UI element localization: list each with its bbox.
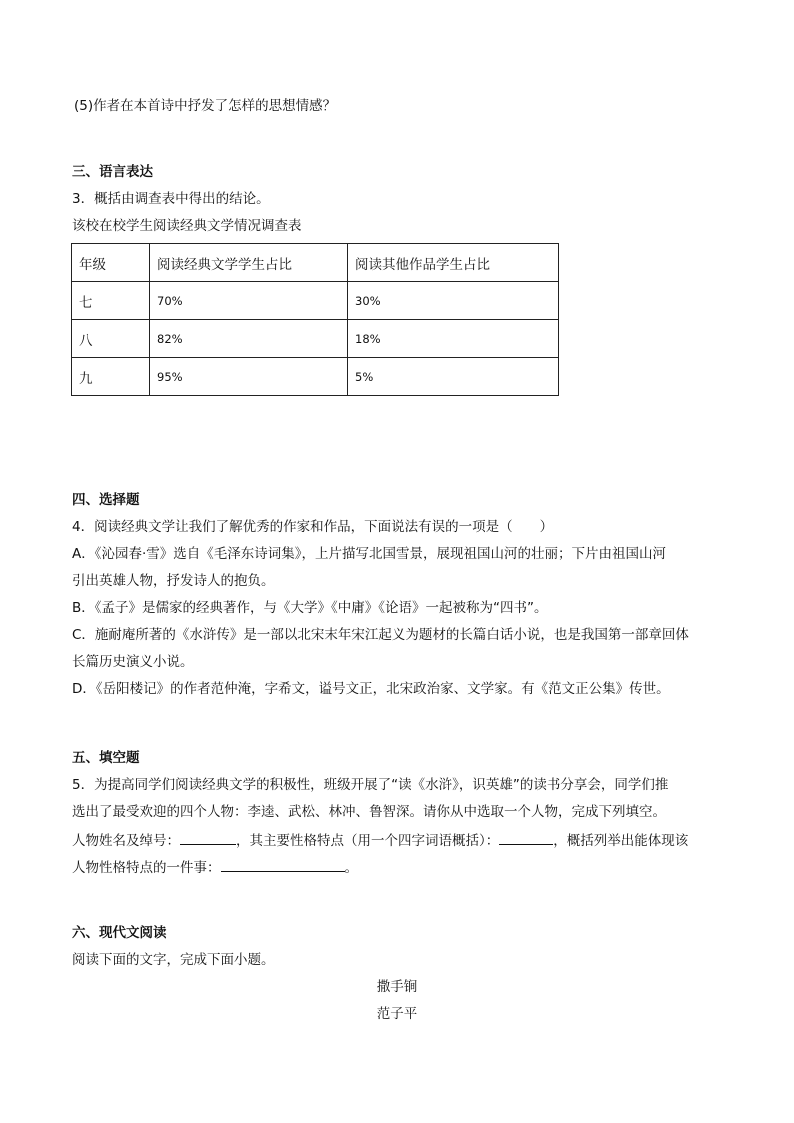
blank-trait[interactable] <box>499 829 553 845</box>
section-3-heading: 三、语言表达 <box>72 164 153 180</box>
fill-end-period: 。 <box>344 860 358 876</box>
question-4: 4．阅读经典文学让我们了解优秀的作家和作品，下面说法有误的一项是（ ） <box>72 519 554 535</box>
section-4-heading: 四、选择题 <box>72 492 140 508</box>
fill-prompt-name: 人物姓名及绰号： <box>72 833 180 849</box>
question-3: 3．概括由调查表中得出的结论。 <box>72 191 270 207</box>
fill-prompt-trait: ，其主要性格特点（用一个四字词语概括）： <box>236 833 500 849</box>
fill-prompt-event: ，概括列举出能体现该 <box>553 833 689 849</box>
table-cell: 70% <box>150 282 348 320</box>
table-title: 该校在校学生阅读经典文学情况调查表 <box>72 218 302 234</box>
table-row <box>72 282 559 320</box>
table-cell-grade: 八 <box>72 320 150 358</box>
option-d: D．《岳阳楼记》的作者范仲淹，字希文，谥号文正，北宋政治家、文学家。有《范文正公集》传世。 <box>72 681 670 697</box>
blank-event[interactable] <box>221 856 345 872</box>
table-cell: 5% <box>348 358 559 396</box>
question-5-line-2: 选出了最受欢迎的四个人物：李逵、武松、林冲、鲁智深。请你从中选取一个人物，完成下列填空。 <box>72 804 666 820</box>
table-header-cell: 阅读其他作品学生占比 <box>348 244 559 282</box>
section-6-heading: 六、现代文阅读 <box>72 925 167 941</box>
table-header-cell: 阅读经典文学学生占比 <box>150 244 348 282</box>
option-b: B．《孟子》是儒家的经典著作，与《大学》《中庸》《论语》一起被称为“四书”。 <box>72 600 548 616</box>
option-a-line-2: 引出英雄人物，抒发诗人的抱负。 <box>72 573 275 589</box>
table-cell: 30% <box>348 282 559 320</box>
question-5-line-4 <box>72 856 358 878</box>
option-a-line-1: A．《沁园春·雪》选自《毛泽东诗词集》，上片描写北国雪景，展现祖国山河的壮丽；下片由祖国山河 <box>72 546 667 562</box>
article-author: 范子平 <box>376 1006 418 1022</box>
article-title: 撒手锏 <box>376 979 418 995</box>
option-c-line-1: C．施耐庵所著的《水浒传》是一部以北宋末年宋江起义为题材的长篇白话小说，也是我国第一部章回体 <box>72 627 689 643</box>
table-header-cell: 年级 <box>72 244 150 282</box>
survey-table <box>71 243 559 396</box>
option-c-line-2: 长篇历史演义小说。 <box>72 654 194 670</box>
table-cell: 95% <box>150 358 348 396</box>
table-cell-grade: 七 <box>72 282 150 320</box>
reading-instruction: 阅读下面的文字，完成下面小题。 <box>72 952 275 968</box>
question-5-line-1: 5．为提高同学们阅读经典文学的积极性，班级开展了“读《水浒》，识英雄”的读书分享会，同学们推 <box>72 777 669 793</box>
question-5-line-3 <box>72 829 688 851</box>
fill-prompt-event-2: 人物性格特点的一件事： <box>72 860 221 876</box>
table-cell: 18% <box>348 320 559 358</box>
table-header-row <box>72 244 559 282</box>
table-row <box>72 358 559 396</box>
question-5-item: (5)作者在本首诗中抒发了怎样的思想情感？ <box>74 98 337 114</box>
table-cell-grade: 九 <box>72 358 150 396</box>
blank-name-nickname[interactable] <box>180 829 236 845</box>
section-5-heading: 五、填空题 <box>72 750 140 766</box>
table-cell: 82% <box>150 320 348 358</box>
table-row <box>72 320 559 358</box>
